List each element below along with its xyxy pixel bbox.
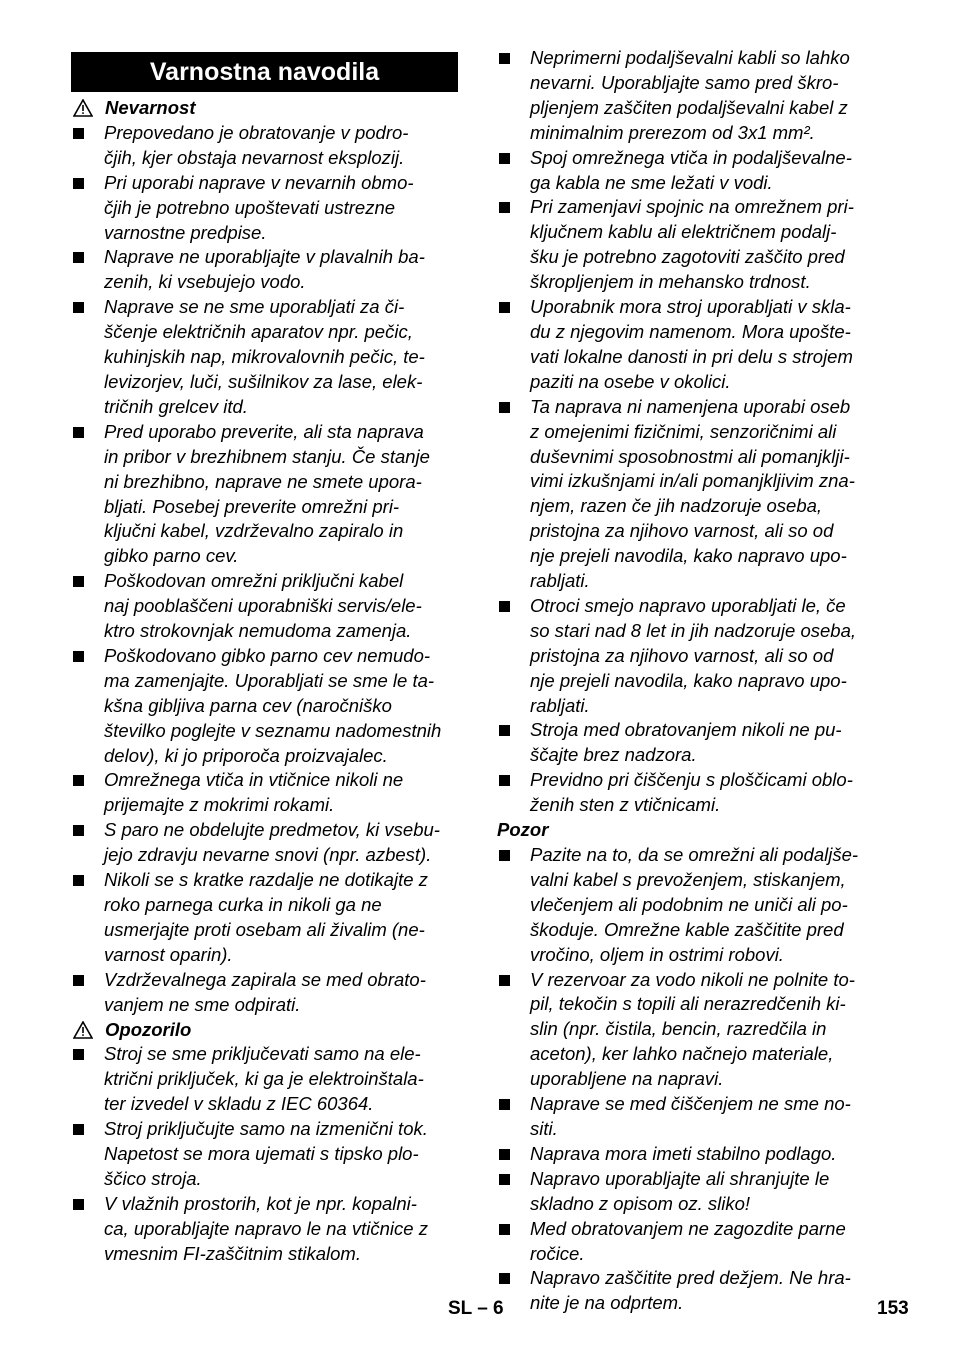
list-item: [497, 1092, 897, 1142]
list-item: [71, 1042, 458, 1117]
bullet-square-icon: [499, 402, 510, 413]
bullet-square-icon: [73, 427, 84, 438]
bullet-square-icon: [73, 875, 84, 886]
list-item-text: Spoj omrežnega vtiča in podaljševalne- ga kabla ne sme ležati v vodi.: [530, 146, 852, 193]
list-item-text: Ta naprava ni namenjena uporabi oseb z omejenimi fizičnimi, senzoričnimi ali duševnimi sposobnostmi ali pomanjklji- vimi izkušnjami in/ali pomanjkljivim zna- njem, razen če jih nadzoruje oseba, pristojna za njihovo varnost, ali so od nje prejeli navodila, kako napravo upo- rabljati.: [530, 395, 855, 592]
list-item: [71, 1192, 458, 1267]
bullet-square-icon: [499, 53, 510, 64]
list-item-text: Pri zamenjavi spojnic na omrežnem pri- ključnem kablu ali električnem podalj- šku je potrebno zagotoviti zaščito pred škropljenjem in mehansko trdnost.: [530, 196, 854, 293]
list-item-text: Med obratovanjem ne zagozdite parne ročice.: [530, 1217, 846, 1264]
right-column: [497, 46, 897, 1316]
bullet-square-icon: [499, 975, 510, 986]
bullet-square-icon: [499, 153, 510, 164]
list-item-text: Naprava mora imeti stabilno podlago.: [530, 1142, 837, 1164]
bullet-square-icon: [73, 178, 84, 189]
list-item-text: Uporabnik mora stroj uporabljati v skla- du z njegovim namenom. Mora upošte- vati lokalne danosti in pri delu s strojem paziti na osebe v okolici.: [530, 296, 853, 392]
list-item-text: Naprave ne uporabljajte v plavalnih ba- zenih, ki vsebujejo vodo.: [104, 246, 425, 293]
list-item-text: Pred uporabo preverite, ali sta naprava in pribor v brezhibnem stanju. Če stanje ni brezhibno, naprave ne smete upora- bljati. Posebej preverite omrežni pri- ključni kabel, vzdrževalno zapiralo in gibko parno cev.: [104, 420, 430, 567]
list-item-text: V vlažnih prostorih, kot je npr. kopalni- ca, uporabljajte napravo le na vtičnice z vmesnim FI-zaščitnim stikalom.: [104, 1192, 428, 1264]
list-item: [71, 644, 458, 769]
bullet-square-icon: [499, 1149, 510, 1160]
caution-list: [497, 843, 897, 1316]
bullet-square-icon: [499, 725, 510, 736]
page-title: Varnostna navodila: [71, 52, 458, 92]
list-item-text: Previdno pri čiščenju s ploščicami oblo- ženih sten z vtičnicami.: [530, 769, 853, 816]
list-item-text: Nikoli se s kratke razdalje ne dotikajte z roko parnega curka in nikoli ga ne usmerjajte proti osebam ali živalim (ne- varnost oparin).: [104, 869, 428, 965]
list-item-text: Poškodovano gibko parno cev nemudo- ma zamenjajte. Uporabljati se sme le ta- kšna gibljiva parna cev (naročniško številko poglejte v seznamu nadomestnih delov), ki jo priporoča proizvajalec.: [104, 644, 442, 766]
list-item: [497, 1142, 897, 1167]
list-item-text: Stroj priključujte samo na izmenični tok. Napetost se mora ujemati s tipsko plo- ščico stroja.: [104, 1118, 428, 1189]
list-item-text: Napravo uporabljajte ali shranjujte le skladno z opisom oz. sliko!: [530, 1167, 830, 1214]
bullet-square-icon: [73, 975, 84, 986]
list-item-text: Naprave se med čiščenjem ne sme no- siti.: [530, 1093, 851, 1139]
footer-page-number: 153: [877, 1298, 909, 1319]
bullet-square-icon: [499, 202, 510, 213]
list-item-text: Stroj se sme priključevati samo na ele- ktrični priključek, ki ga je elektroinštala- ter izvedel v skladu z IEC 60364.: [104, 1043, 424, 1115]
list-item-text: Naprave se ne sme uporabljati za či- ščenje električnih aparatov npr. pečic, kuhinjskih nap, mikrovalovnih pečic, te- levizorjev, luči, sušilnikov za lase, elek- tričnih grelcev itd.: [104, 296, 425, 417]
list-item: [71, 295, 458, 420]
bullet-square-icon: [73, 576, 84, 587]
list-item-text: Pazite na to, da se omrežni ali podaljše- valni kabel s prevoženjem, stiskanjem, vlečenjem ali podobnim ne uniči ali po- škoduje. Omrežne kable zaščitite pred vročino, oljem in ostrimi robovi.: [530, 844, 859, 965]
bullet-square-icon: [73, 1049, 84, 1060]
bullet-square-icon: [499, 302, 510, 313]
list-item: [497, 594, 897, 719]
bullet-square-icon: [73, 825, 84, 836]
bullet-square-icon: [73, 252, 84, 263]
bullet-square-icon: [499, 1273, 510, 1284]
list-item-text: Poškodovan omrežni priključni kabel naj pooblaščeni uporabniški servis/ele- ktro strokovnjak nemudoma zamenja.: [104, 570, 422, 642]
bullet-square-icon: [499, 1099, 510, 1110]
list-item: [71, 1117, 458, 1192]
list-item-text: V rezervoar za vodo nikoli ne polnite to- pil, tekočin s topili ali nerazredčenih ki- slin (npr. čistila, bencin, razredčila in aceton), ker lahko načnejo materiale, uporabljene na napravi.: [530, 968, 855, 1090]
bullet-square-icon: [73, 128, 84, 139]
list-item-text: Otroci smejo napravo uporabljati le, če so stari nad 8 let in jih nadzoruje oseba, pristojna za njihovo varnost, ali so od nje prejeli navodila, kako napravo upo- rabljati.: [530, 594, 857, 716]
bullet-square-icon: [73, 1124, 84, 1135]
footer-section-label: SL – 6: [448, 1298, 504, 1319]
bullet-square-icon: [73, 651, 84, 662]
bullet-square-icon: [499, 775, 510, 786]
list-item: [497, 395, 897, 594]
list-item: [497, 1266, 897, 1316]
bullet-square-icon: [73, 302, 84, 313]
warning-heading-label: Opozorilo: [105, 1018, 192, 1040]
list-item: [71, 569, 458, 644]
list-item-text: Prepovedano je obratovanje v podro- čjih, kjer obstaja nevarnost eksplozij.: [104, 121, 409, 168]
list-item: [497, 1167, 897, 1217]
list-item: [497, 768, 897, 818]
bullet-square-icon: [499, 1224, 510, 1235]
list-item: [497, 843, 897, 968]
warning-list: [71, 1042, 458, 1266]
list-item: [497, 1217, 897, 1267]
bullet-square-icon: [73, 775, 84, 786]
list-item: [497, 146, 897, 196]
list-item-text: Omrežnega vtiča in vtičnice nikoli ne prijemajte z mokrimi rokami.: [104, 769, 404, 816]
list-item: [71, 245, 458, 295]
list-item-text: Pri uporabi naprave v nevarnih obmo- čjih je potrebno upoštevati ustrezne varnostne predpise.: [104, 171, 414, 243]
list-item: [71, 420, 458, 569]
list-item: [497, 968, 897, 1093]
danger-heading: [71, 96, 458, 121]
list-item-text: Vzdrževalnega zapirala se med obrato- vanjem ne sme odpirati.: [104, 968, 426, 1015]
warning-heading: [71, 1018, 458, 1043]
list-item: [71, 868, 458, 968]
bullet-square-icon: [499, 1174, 510, 1185]
list-item: [71, 121, 458, 171]
list-item-text: Neprimerni podaljševalni kabli so lahko nevarni. Uporabljajte samo pred škro- pljenjem zaščiten podaljševalni kabel z minimalnim prerezom od 3x1 mm².: [530, 47, 850, 143]
list-item-text: S paro ne obdelujte predmetov, ki vsebu- jejo zdravju nevarne snovi (npr. azbest).: [104, 819, 440, 866]
bullet-square-icon: [499, 850, 510, 861]
list-item-text: Napravo zaščitite pred dežjem. Ne hra- nite je na odprtem.: [530, 1267, 851, 1314]
warning-triangle-icon: [73, 1021, 93, 1039]
list-item: [497, 718, 897, 768]
list-item-text: Stroja med obratovanjem nikoli ne pu- ščajte brez nadzora.: [530, 719, 842, 766]
bullet-square-icon: [499, 601, 510, 612]
danger-list: [71, 121, 458, 1018]
list-item: [71, 968, 458, 1018]
danger-heading-label: Nevarnost: [105, 97, 196, 118]
warning-triangle-icon: [73, 99, 93, 117]
warning-list-continued: [497, 46, 897, 818]
caution-heading: Pozor: [497, 819, 549, 841]
list-item: [497, 195, 897, 295]
list-item: [497, 46, 897, 146]
list-item: [71, 768, 458, 818]
list-item: [71, 171, 458, 246]
list-item: [71, 818, 458, 868]
bullet-square-icon: [73, 1199, 84, 1210]
list-item: [497, 295, 897, 395]
left-column: [71, 52, 458, 1267]
